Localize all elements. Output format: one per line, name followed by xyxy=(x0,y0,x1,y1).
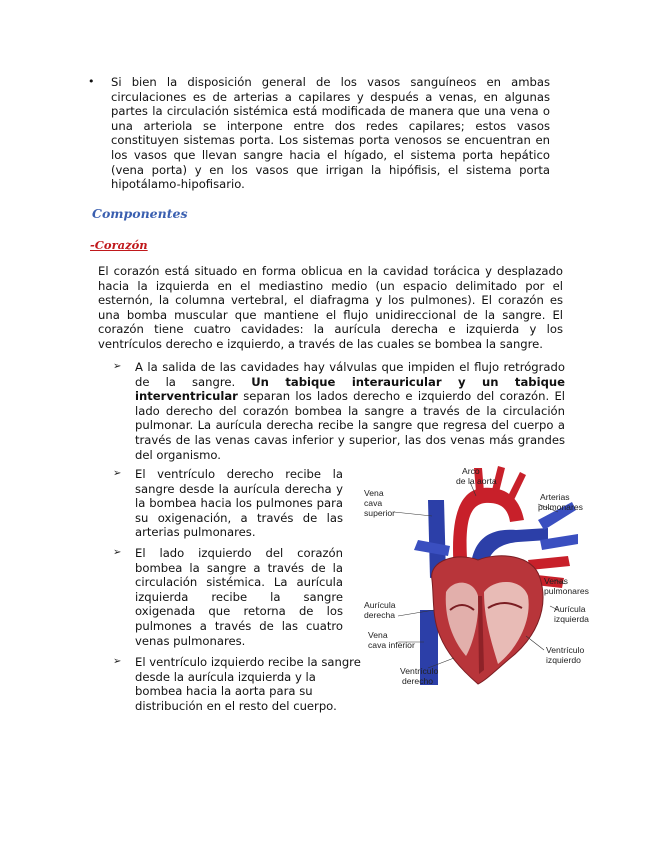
list-item-left-ventricle xyxy=(113,655,365,713)
list-item-text-start: A la salida de las cavidades hay válvulas que impiden el flujo retrógrado de la sangre. xyxy=(135,360,565,389)
intro-bullet-item xyxy=(90,75,550,192)
heart-paragraph: El corazón está situado en forma oblicua en la cavidad torácica y desplazado hacia la izquierda en el mediastino medio (un espacio delimitado por el esternón, la columna vertebral, el diafragma y los pulmones). El corazón es una bomba muscular que mantiene el flujo unidireccional de la sangre. El corazón tiene cuatro cavidades: la aurícula derecha e izquierda y los ventrículos derecho e izquierdo, a través de las cuales se bombea la sangre. xyxy=(98,264,563,351)
label-pulmonary-veins: Venas pulmonares xyxy=(544,576,589,596)
arrow-bullet-icon: ➢ xyxy=(113,547,122,558)
list-item-text-end: separan los lados derecho e izquierdo del corazón. El lado derecho del corazón bombea la sangre a través de la circulación pulmonar. La aurícula derecha recibe la sangre que regresa del cuerpo a través de las venas cavas inferior y superior, las dos venas más grandes del organismo. xyxy=(135,389,565,462)
list-item-left-side xyxy=(113,546,343,648)
heart-diagram xyxy=(358,460,598,700)
label-right-ventricle: Ventrículo derecho xyxy=(400,666,439,686)
label-left-atrium: Aurícula izquierda xyxy=(554,604,589,624)
label-right-atrium: Aurícula derecha xyxy=(364,600,396,620)
heart-illustration xyxy=(358,460,598,700)
components-heading: Componentes xyxy=(92,206,188,221)
label-pulmonary-arteries: Arterias pulmonares xyxy=(538,492,583,512)
list-item-text: El lado izquierdo del corazón bombea la sangre a través de la circulación sistémica. La aurícula izquierda recibe la sangre oxigenada que retorna de los pulmones a través de las cuatro venas pulmonares. xyxy=(135,546,343,648)
arrow-bullet-icon: ➢ xyxy=(113,656,122,667)
list-item-right-ventricle xyxy=(113,467,343,540)
intro-paragraph: Si bien la disposición general de los vasos sanguíneos en ambas circulaciones es de arterias a capilares y después a venas, en algunas partes la circulación sistémica está modificada de manera que una vena o una arteriola se interpone entre dos redes capilares; estos vasos constituyen sistemas porta. Los sistemas porta venosos se encuentran en los vasos que llevan sangre hacia el hígado, el sistema porta hepático (vena porta) y en los vasos que irrigan la hipófisis, el sistema porta hipotálamo-hipofisario. xyxy=(111,75,550,192)
arrow-bullet-icon: ➢ xyxy=(113,468,122,479)
heart-heading: -Corazón xyxy=(90,238,148,252)
list-item-septum xyxy=(113,360,565,462)
label-superior-vena-cava: Vena cava superior xyxy=(364,488,396,518)
label-aortic-arch: Arco de la aorta xyxy=(456,466,497,486)
label-left-ventricle: Ventrículo izquierdo xyxy=(546,645,585,665)
list-item-bold-text: Un tabique interauricular y un tabique interventricular xyxy=(135,374,565,404)
list-item-text xyxy=(135,360,565,462)
bullet-marker: • xyxy=(88,75,95,88)
list-item-text: El ventrículo derecho recibe la sangre desde la aurícula derecha y la bombea hacia los pulmones para su oxigenación, a través de las arterias pulmonares. xyxy=(135,467,343,540)
label-inferior-vena-cava: Vena cava inferior xyxy=(368,630,415,650)
arrow-bullet-icon: ➢ xyxy=(113,361,122,372)
list-item-text: El ventrículo izquierdo recibe la sangre desde la aurícula izquierda y la bombea hacia la aorta para su distribución en el resto del cuerpo. xyxy=(135,655,361,713)
